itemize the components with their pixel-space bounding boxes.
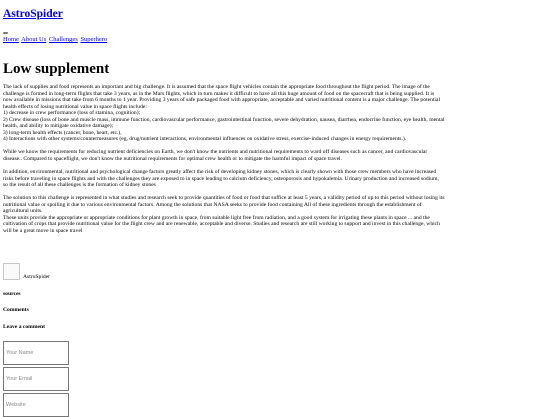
nav-item-home[interactable]: Home: [3, 36, 19, 43]
text-line: cultivation of crops that provide nutritional value for the flight crew and are renewable, acceptable and diverse. Studies and research are still working to support and invest in this challenge, which: [3, 221, 440, 228]
email-field[interactable]: [3, 367, 69, 391]
text-line: The solution to this challenge is represented in what studies and research seek to provide quantities of food or food that suffice at least 5 years, a validity period of up to this period without losing its: [3, 195, 445, 202]
website-field[interactable]: [3, 393, 69, 417]
paragraph-kidney-stones: [3, 169, 535, 189]
post-content: [3, 84, 535, 241]
author-box: [3, 263, 51, 280]
text-line: 1) decrease in crew performance (loss of stamina, cognition);: [3, 110, 141, 117]
menu-toggle-button[interactable]: [3, 32, 8, 34]
text-line: will be a great move in space travel: [3, 227, 83, 234]
nav-item-about-us[interactable]: About Us: [21, 36, 47, 43]
nav-item-superhero[interactable]: Superhero: [80, 36, 108, 43]
name-field[interactable]: [3, 341, 69, 365]
text-line: 2) Crew disease (loss of bone and muscle mass, immune function, cardiovascular performance, gastrointestinal function, severe dehydration, nausea, diarrhea, endocrine function, eye health, mental: [3, 116, 445, 123]
text-line: health effects of losing nutritional value in space flights include:: [3, 103, 147, 110]
text-line: In addition, environmental, nutritional and psychological change factors greatly affect the risk of developing kidney stones, which is clearly shown with those crew members who have increased: [3, 169, 437, 176]
text-line: so the result of all these challenges is the formation of kidney stones: [3, 182, 156, 189]
text-line: challenge is formed in long-term flights that take 3 years, as in the Mars flights, which in turn makes it difficult to have all this huge amount of food on the spacecraft that is being supplied. It is: [3, 90, 435, 97]
paragraph-requirements: [3, 149, 535, 162]
text-line: now available in missions that take from 6 months to 1 year. Providing 3 years of safe packaged food with appropriate, acceptable and varied nutritional content is a major challenge. The potential: [3, 97, 441, 104]
paragraph-problem: [3, 84, 535, 143]
text-line: These units provide the appropriate or appropriate conditions for plant growth in space, from suitable light free from radiation, and a good system for irrigating these plants in space ... and the: [3, 214, 430, 221]
text-line: disease.. Compared to spaceflight, we don't know the nutritional requirements for optimal crew health or to mitigate the harmful impact of space travel.: [3, 155, 343, 162]
site-title-link[interactable]: AstroSpider: [3, 8, 63, 20]
leave-comment-heading: Leave a comment: [3, 324, 45, 330]
text-line: 4) Interactions with other systems/countermeasures (eg, drug/nutrient interactions, environmental influences on oxidative stress, exercise-induced changes in energy requirements.).: [3, 136, 407, 143]
author-name: AstroSpider: [23, 274, 51, 280]
paragraph-solution: [3, 195, 535, 234]
text-line: nutritional value or spoiling it due to various environmental factors. Among the solutions that NASA seeks to provide food containing All of these ingredients through the establishment of: [3, 201, 422, 208]
text-line: agricultural units.: [3, 208, 43, 215]
text-line: 3) long-term health effects (cancer, bone, heart, etc.),: [3, 129, 122, 136]
main-nav: [3, 35, 108, 44]
site-title: [3, 7, 63, 21]
post-title: Low supplement: [3, 61, 110, 77]
sources-heading: sources: [3, 291, 21, 297]
text-line: risks before traveling in space flights and with the challenges they are exposed to in space leading to calcium deficiency, osteoporosis and hypokalemia. Urinary production and increased sodium,: [3, 175, 439, 182]
nav-item-challenges[interactable]: Challenges: [48, 36, 78, 43]
comments-heading: Comments: [3, 307, 29, 313]
text-line: While we know the requirements for reducing nutrient deficiencies on Earth, we don't know the nutrients and nutritional requirements to ward off diseases such as cancer, and cardiovascular: [3, 149, 428, 156]
text-line: The lack of supplies and food represents an important and big challenge. It is assumed that the space flight vehicles contain the appropriate food throughout the flight period. The image of the: [3, 84, 430, 90]
text-line: health, and ability to mitigate oxidative damage);: [3, 123, 114, 130]
author-avatar: [3, 263, 20, 280]
